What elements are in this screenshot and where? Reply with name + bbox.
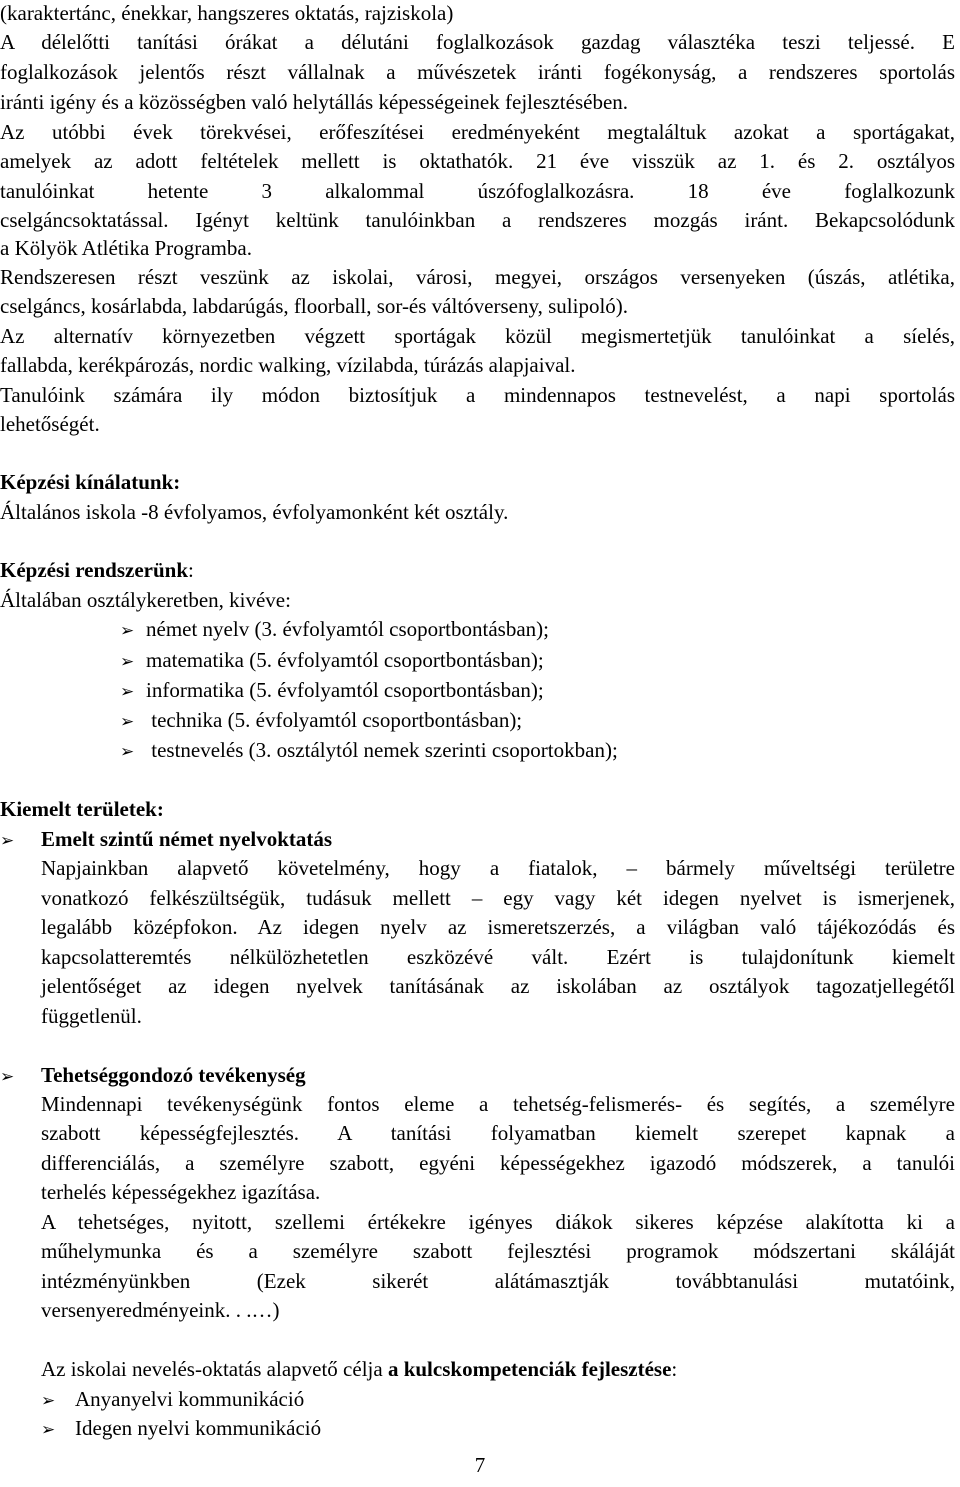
list-item: [41, 1413, 321, 1443]
text-line: a Kölyök Atlétika Programba.: [0, 236, 252, 260]
section-heading-featured: Kiemelt területek:: [0, 797, 164, 821]
text-line: A tehetséges, nyitott, szellemi értékekre igényes diákok sikeres képzése alakította ki a: [41, 1210, 955, 1234]
text-line: Rendszeresen részt veszünk az iskolai, városi, megyei, országos versenyeken (úszás, atlétika,: [0, 265, 955, 289]
text-line: Napjainkban alapvető követelmény, hogy a fiatalok, – bármely műveltségi területre: [41, 856, 955, 880]
text-line: függetlenül.: [41, 1004, 142, 1028]
list-item: [120, 705, 522, 735]
arrow-bullet-icon: ➢: [41, 1391, 56, 1411]
text-line: versenyeredményeink. . .…): [41, 1298, 280, 1322]
text-line: lehetőségét.: [0, 412, 100, 436]
text-line: legalább középfokon. Az idegen nyelv az ismeretszerzés, a világban való tájékozódás és: [41, 915, 955, 939]
arrow-bullet-icon: ➢: [120, 742, 135, 762]
competence-intro: [41, 1354, 677, 1384]
arrow-bullet-icon: ➢: [120, 621, 135, 641]
text-line: differenciálás, a személyre szabott, egyéni képességekhez igazodó módszerek, a tanulói: [41, 1151, 955, 1175]
text-line: kapcsolatteremtés nélkülözhetetlen eszközévé vált. Ezért is tulajdonítunk kiemelt: [41, 945, 955, 969]
text-line: műhelymunka és a személyre szabott fejlesztési programok módszertani skáláját: [41, 1239, 955, 1263]
competence-prefix: Az iskolai nevelés-oktatás alapvető célja: [41, 1357, 388, 1381]
list-item-text: testnevelés (3. osztálytól nemek szerinti csoportokban);: [146, 738, 618, 762]
text-line: (karaktertánc, énekkar, hangszeres oktatás, rajziskola): [0, 1, 454, 25]
section-heading-system: [0, 555, 194, 585]
text-line: szabott képességfejlesztés. A tanítási folyamatban kiemelt szerepet kapnak a: [41, 1121, 955, 1145]
text-line: intézményünkben (Ezek sikerét alátámasztják továbbtanulási mutatóink,: [41, 1269, 955, 1293]
list-item: [41, 1384, 304, 1414]
section-heading-offer: Képzési kínálatunk:: [0, 470, 181, 494]
text-line: cselgáncs, kosárlabda, labdarúgás, floorball, sor-és váltóverseny, sulipoló).: [0, 294, 629, 318]
text-line: terhelés képességekhez igazítása.: [41, 1180, 321, 1204]
text-line: cselgáncsoktatással. Igényt keltünk tanulóinkban a rendszeres mozgás iránt. Bekapcsolódunk: [0, 208, 955, 232]
list-item-text: informatika (5. évfolyamtól csoportbontásban);: [146, 678, 544, 702]
competence-bold: a kulcskompetenciák fejlesztése: [387, 1357, 672, 1381]
page-number: 7: [474, 1453, 486, 1477]
list-item-text: német nyelv (3. évfolyamtól csoportbontásban);: [146, 617, 549, 641]
list-item-text: Idegen nyelvi kommunikáció: [75, 1416, 322, 1440]
arrow-bullet-icon: ➢: [120, 682, 135, 702]
arrow-bullet-icon: ➢: [41, 1420, 56, 1440]
text-line: Az alternatív környezetben végzett sportágak közül megismertetjük tanulóinkat a síelés,: [0, 324, 955, 348]
system-intro: Általában osztálykeretben, kivéve:: [0, 588, 291, 612]
featured-item-title: [0, 824, 332, 854]
list-item-text: Anyanyelvi kommunikáció: [75, 1387, 305, 1411]
text-line: tanulóinkat hetente 3 alkalommal úszófoglalkozásra. 18 éve foglalkozunk: [0, 179, 955, 203]
featured-item-title: [0, 1060, 306, 1090]
featured-title-text: Emelt szintű német nyelvoktatás: [41, 827, 333, 851]
arrow-bullet-icon: ➢: [0, 1067, 15, 1087]
text-line: fallabda, kerékpározás, nordic walking, vízilabda, túrázás alapjaival.: [0, 353, 576, 377]
featured-title-text: Tehetséggondozó tevékenység: [41, 1063, 306, 1087]
text-line: A délelőtti tanítási órákat a délutáni foglalkozások gazdag választéka teszi teljessé. E: [0, 30, 955, 54]
competence-suffix: :: [671, 1357, 678, 1381]
text-line: iránti igény és a közösségben való helytállás képességeinek fejlesztésében.: [0, 90, 629, 114]
text-line: Az utóbbi évek törekvései, erőfeszítései eredményeként megtaláltuk azokat a sportágakat,: [0, 120, 955, 144]
arrow-bullet-icon: ➢: [0, 831, 15, 851]
arrow-bullet-icon: ➢: [120, 712, 135, 732]
text-line: Mindennapi tevékenységünk fontos eleme a tehetség-felismerés- és segítés, a személyre: [41, 1092, 955, 1116]
list-item: [120, 735, 618, 765]
text-line: jelentőséget az idegen nyelvek tanításának az iskolában az osztályok tagozatjellegétől: [41, 974, 955, 998]
list-item: [120, 645, 544, 675]
list-item: [120, 675, 544, 705]
text-line: Tanulóink számára ily módon biztosítjuk a mindennapos testnevelést, a napi sportolás: [0, 383, 955, 407]
list-item: [120, 614, 549, 644]
text-line: foglalkozások jelentős részt vállalnak a művészetek iránti fogékonyság, a rendszeres sportolás: [0, 60, 955, 84]
text-line: amelyek az adott feltételek mellett is oktathatók. 21 éve visszük az 1. és 2. osztályos: [0, 149, 955, 173]
list-item-text: technika (5. évfolyamtól csoportbontásban);: [146, 708, 523, 732]
offer-text: Általános iskola -8 évfolyamos, évfolyamonként két osztály.: [0, 500, 509, 524]
system-heading-colon: :: [188, 558, 194, 582]
system-heading-text: Képzési rendszerünk: [0, 558, 189, 582]
text-line: vonatkozó felkészültségük, tudásuk mellett – egy vagy két idegen nyelvet is ismerjenek,: [41, 886, 955, 910]
list-item-text: matematika (5. évfolyamtól csoportbontásban);: [146, 648, 544, 672]
arrow-bullet-icon: ➢: [120, 652, 135, 672]
